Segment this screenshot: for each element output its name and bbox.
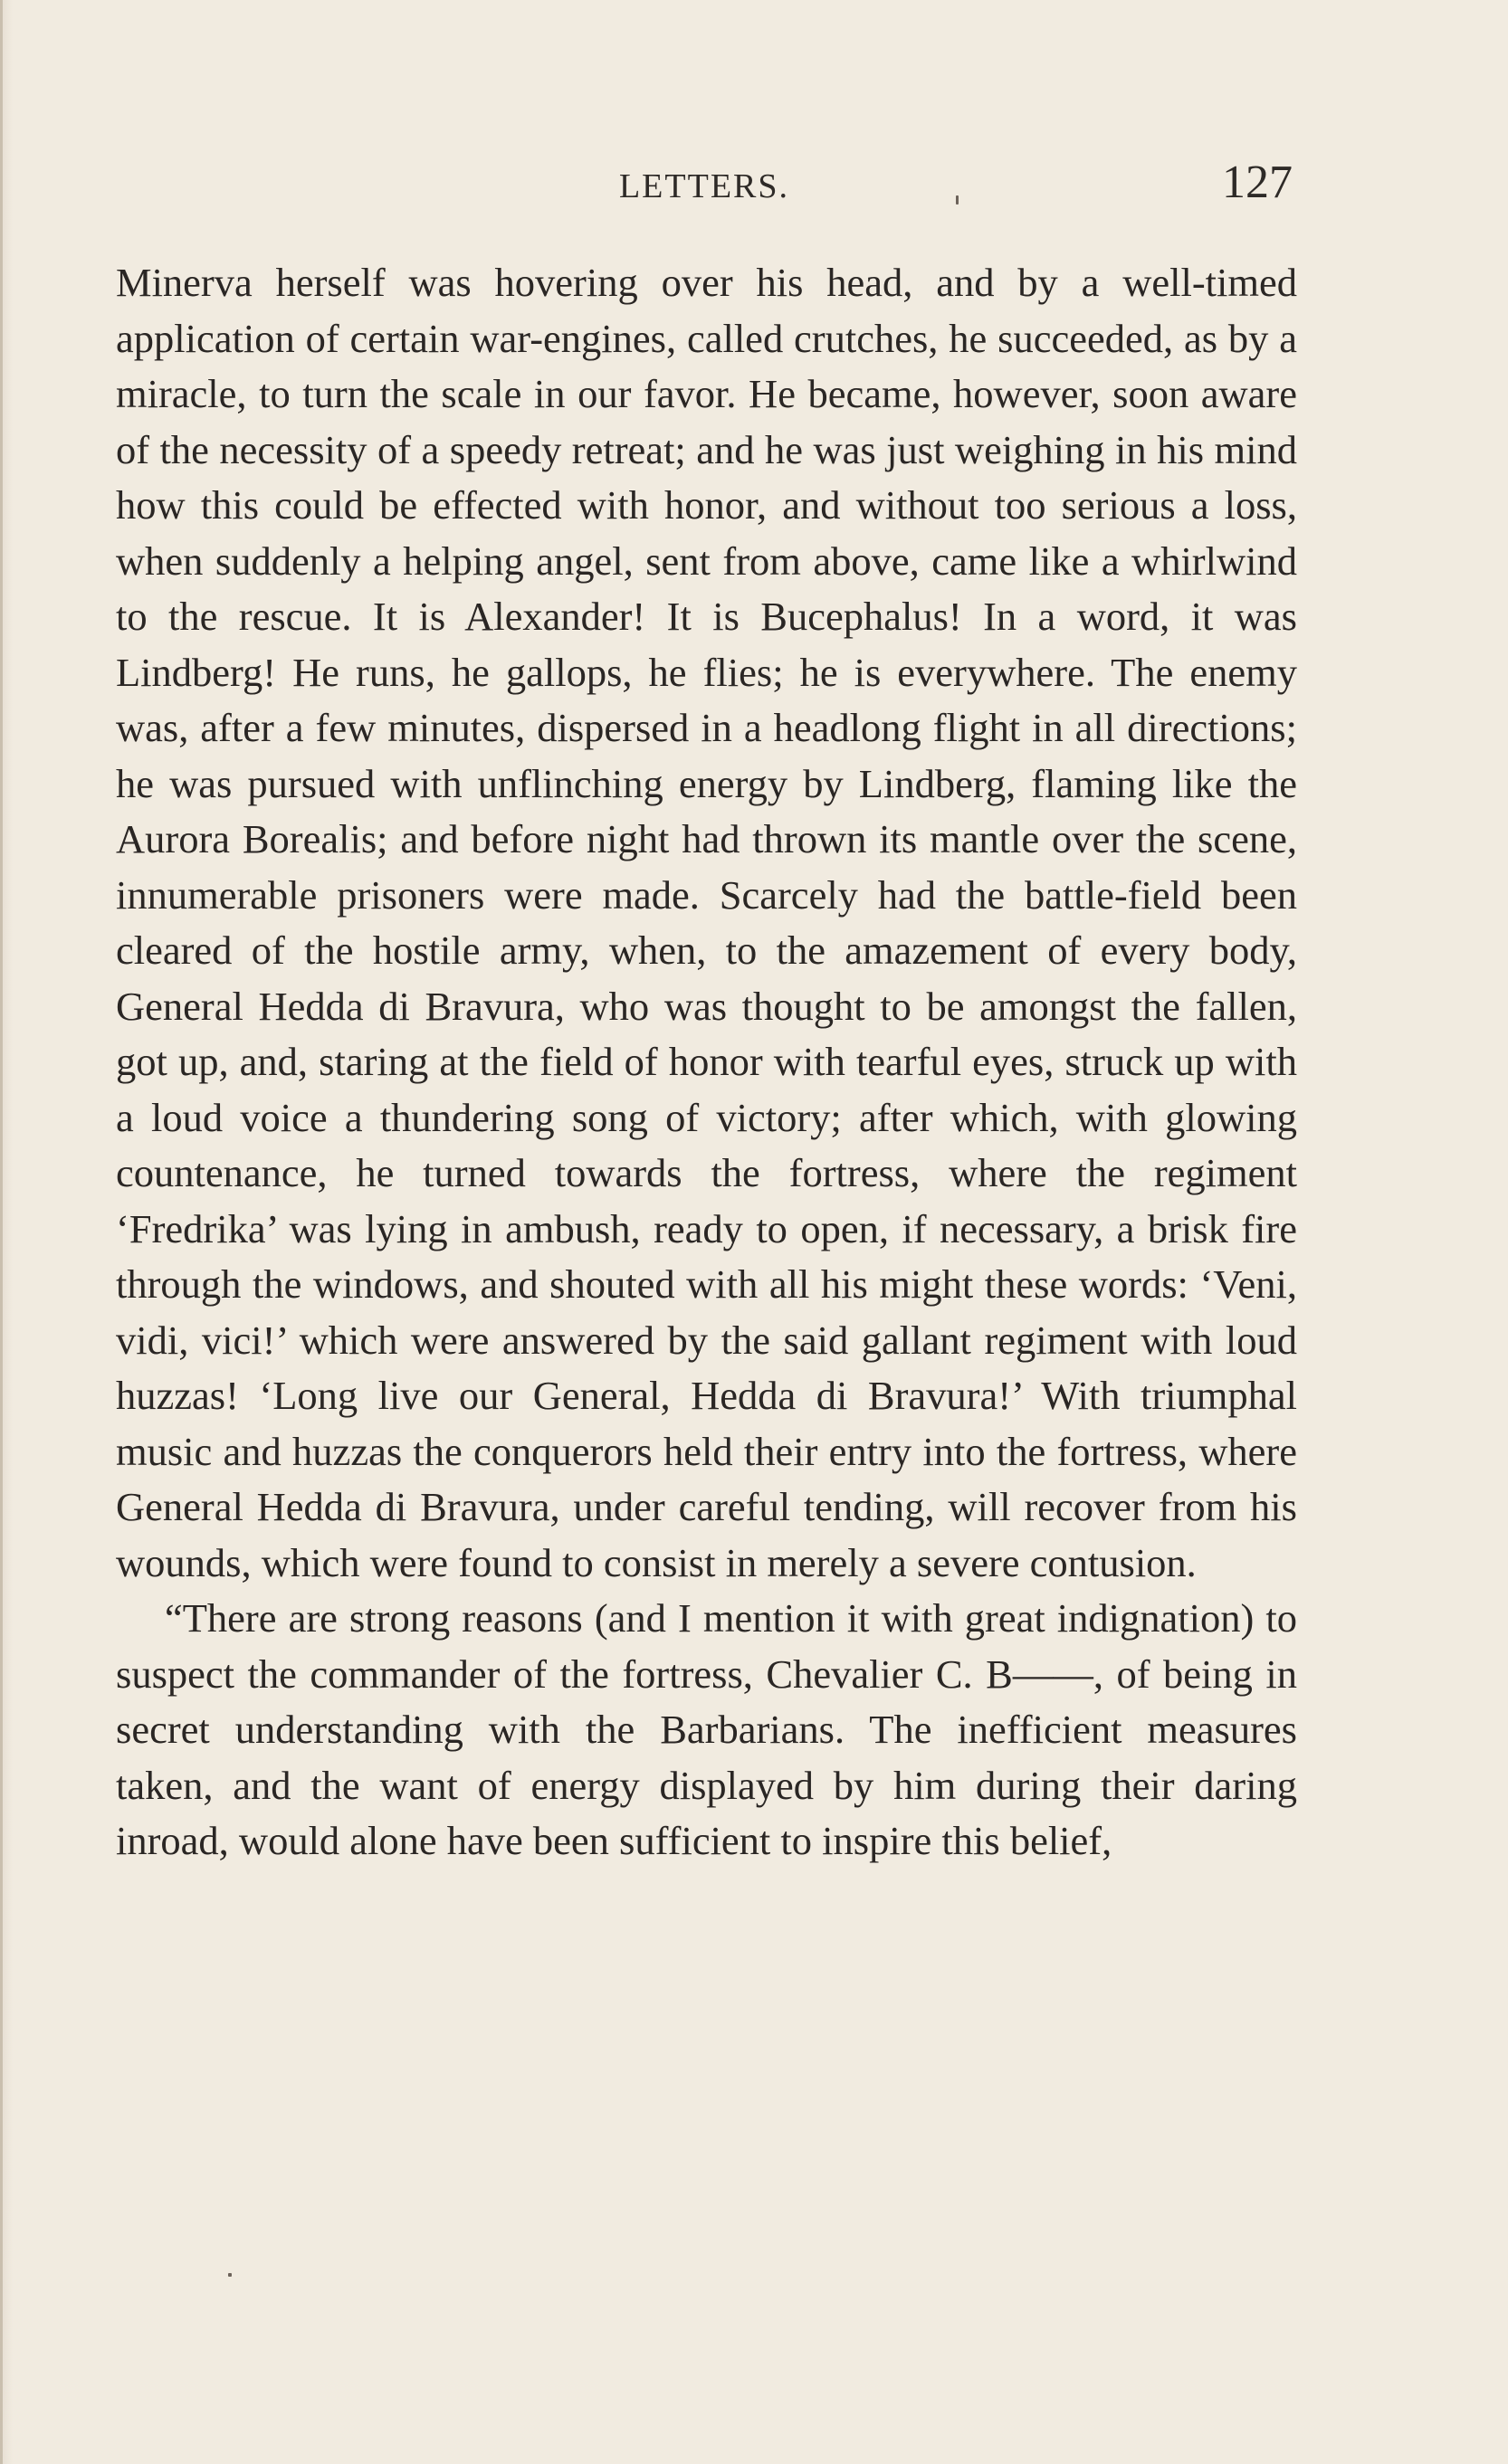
body-text [116, 255, 1297, 1869]
paragraph: “There are strong reasons (and I mention it with great indignation) to suspect the commander of the fortress, Chevalier C. B——, of being in secret understanding with the Barbarians. The inefficient measures taken, and the want of energy displayed by him during their daring inroad, would alone have been sufficient to inspire this belief, [116, 1595, 1297, 1863]
page-edge-shadow [0, 0, 3, 2464]
running-title: LETTERS. [618, 167, 790, 205]
running-header [116, 157, 1293, 215]
page-number: 127 [1222, 157, 1293, 208]
print-speck [956, 195, 959, 205]
paragraph: Minerva herself was hovering over his head, and by a well-timed application of certain war-engines, called crutches, he succeeded, as by a miracle, to turn the scale in our favor. He became, however, soon aware of the necessity of a speedy retreat; and he was just weighing in his mind how this could be effected with honor, and without too serious a loss, when suddenly a helping angel, sent from above, came like a whirlwind to the rescue. It is Alexander! It is Bucephalus! In a word, it was Lindberg! He runs, he gallops, he flies; he is everywhere. The enemy was, after a few minutes, dispersed in a headlong flight in all directions; he was pursued with unflinching energy by Lindberg, flaming like the Aurora Borealis; and before night had thrown its mantle over the scene, innumerable prisoners were made. Scarcely had the battle-field been cleared of the hostile army, when, to the amazement of every body, General Hedda di Bravura, who was thought to be amongst the fallen, got up, and, staring at the field of honor with tearful eyes, struck up with a loud voice a thundering song of victory; after which, with glowing countenance, he turned towards the fortress, where the regiment ‘Fredrika’ was lying in ambush, ready to open, if necessary, a brisk fire through the windows, and shouted with all his might these words: ‘Veni, vidi, vici!’ which were answered by the said gallant regiment with loud huzzas! ‘Long live our General, Hedda di Bravura!’ With triumphal music and huzzas the conquerors held their entry into the fortress, where General Hedda di Bravura, under careful tending, will recover from his wounds, which were found to consist in merely a severe contusion. [116, 260, 1297, 1585]
print-speck [228, 2273, 232, 2277]
